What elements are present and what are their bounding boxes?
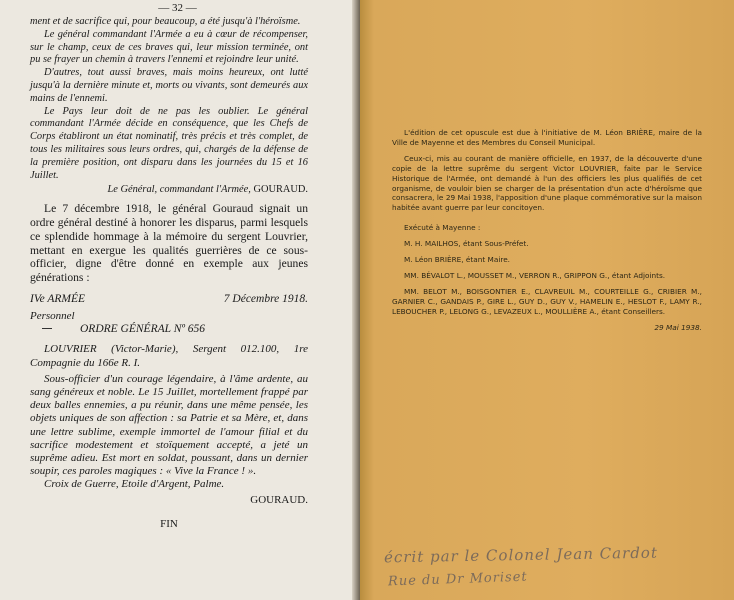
order-header <box>30 293 308 306</box>
citation: Sous-officier d'un courage légendaire, à l'âme ardente, au sang généreux et noble. Le 15 Juillet, mortellement frappé par deux balles ennemies, a pu réunir, dans une même pensée, les objets uniques de son affection : sa Patrie et sa Mère, et, dans une lettre sublime, exemple immortel de l'amour filial et du sacrifice modestement et stoïquement accepté, a jeté un suprême adieu. Est mort en soldat, poussant, dans un dernier soupir, ces paroles magiques : « Vive la France ! ». <box>30 372 308 478</box>
signature-1 <box>30 184 308 197</box>
right-date: 29 Mai 1938. <box>654 322 702 332</box>
executed-at: Exécuté à Mayenne : <box>404 223 481 233</box>
paragraph-1: ment et de sacrifice qui, pour beaucoup, a été jusqu'à l'héroïsme. <box>30 16 301 27</box>
sous-prefet: M. H. MAILHOS, étant Sous-Préfet. <box>404 239 529 249</box>
discovery-note: Ceux-ci, mis au courant de manière officielle, en 1937, de la découverte d'une copie de la lettre suprême du sergent Victor LOUVRIER, faite par le Service Historique de l'Armée, ont demandé à l'un des officiers les plus qualifiés de cet organisme, de vouloir bien se charger de la présentation d'un acte d'héroïsme que consacrera, le 29 Mai 1938, l'apposition d'une plaque commémorative sur la maison habitée avant guerre par leur concitoyen. <box>392 153 702 213</box>
handwritten-note-line-1: écrit par le Colonel Jean Cardot <box>383 543 659 567</box>
signature-1-name: GOURAUD. <box>253 184 308 196</box>
adjoints: MM. BÉVALOT L., MOUSSET M., VERRON R., GRIPPON G., étant Adjoints. <box>404 270 666 280</box>
divider <box>42 328 52 329</box>
army-label: IVe ARMÉE <box>30 292 86 305</box>
maire: M. Léon BRIÈRE, étant Maire. <box>404 255 510 265</box>
signature-2: GOURAUD. <box>250 493 308 506</box>
personnel-label: Personnel <box>30 309 75 322</box>
order-title: ORDRE GÉNÉRAL Nº 656 <box>80 322 206 335</box>
conseillers: MM. BELOT M., BOISGONTIER E., CLAVREUIL M., COURTEILLE G., CRIBIER M., GARNIER C., GANDAIS P., GIRE L., GUY D., GUY V., HAMELIN E., HESLOT F., LAMY R., LEBOUCHER P., LELONG G., LEVAZEUX L., MOULLIÈRE A., étant Conseillers. <box>392 286 702 316</box>
page-number: — 32 — <box>158 2 197 14</box>
right-page-text <box>392 128 702 333</box>
decorations: Croix de Guerre, Etoile d'Argent, Palme. <box>44 478 225 491</box>
order-line <box>30 323 308 336</box>
paragraph-2: Le général commandant l'Armée a eu à cœur de récompenser, sur le champ, ceux de ces braves qui, leur mission terminée, ont pu se frayer un chemin à travers l'ennemi et rejoindre leur unité. <box>30 28 308 66</box>
left-page <box>0 0 362 600</box>
fin: FIN <box>160 518 178 531</box>
paragraph-5: Le 7 décembre 1918, le général Gouraud signait un ordre général destiné à honorer les disparus, parmi lesquels ce splendide hommage à la mémoire du sergent Louvrier, mettant en exergue les qualités guerrières de ce sous-officier, digne d'être donné en exemple aux jeunes générations : <box>30 202 308 285</box>
handwritten-note-line-2: Rue du Dr Moriset <box>387 569 528 590</box>
left-page-text <box>30 16 308 531</box>
louvrier-heading: LOUVRIER (Victor-Marie), Sergent 012.100, 1re Compagnie du 166e R. I. <box>30 343 308 369</box>
paragraph-3: D'autres, tout aussi braves, mais moins heureux, ont lutté jusqu'à la dernière minute et, morts ou vivants, sont demeurés aux mains de l'ennemi. <box>30 67 308 104</box>
signature-1-title: Le Général, commandant l'Armée, <box>107 184 251 196</box>
paragraph-4: Le Pays leur doit de ne pas les oublier. Le général commandant l'Armée décide en conséquence, que les Chefs de Corps établiront un état nominatif, très précis et très complet, de tous les militaires sous leurs ordres, qui, chargés de la défense de la première position, ont disparu dans les journées du 15 et 16 Juillet. <box>30 105 308 181</box>
order-date: 7 Décembre 1918. <box>223 292 308 305</box>
edition-note: L'édition de cet opuscule est due à l'initiative de M. Léon BRIÈRE, maire de la Ville de Mayenne et des Membres du Conseil Municipal. <box>392 128 702 147</box>
